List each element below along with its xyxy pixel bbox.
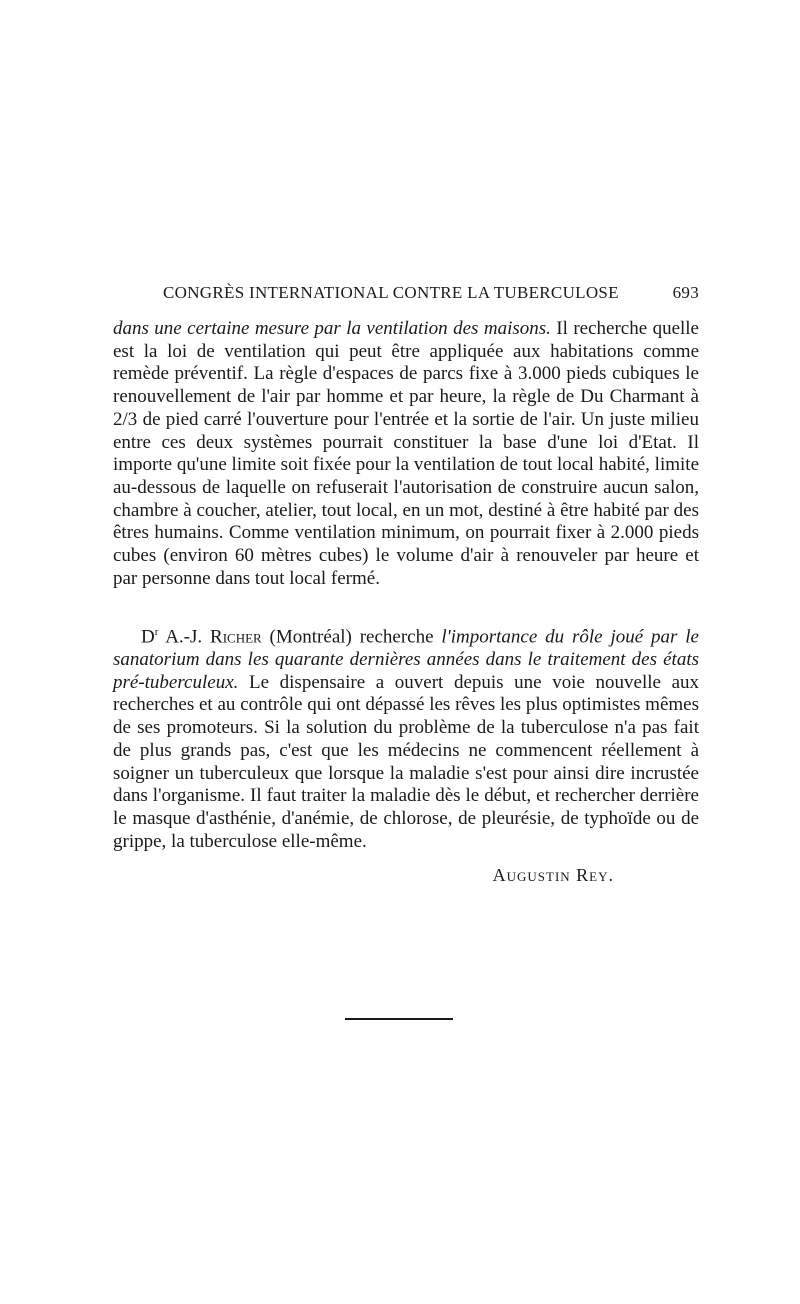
paragraph-ventilation (113, 318, 699, 590)
doctor-title-sup: r (154, 626, 159, 638)
study-title: l'importance du rôle joué par le sanatorium dans les quarante dernières années dans le traitement des états pré-tuberculeux. (113, 626, 699, 693)
author-initials: A.-J. (158, 626, 211, 648)
page-number: 693 (672, 283, 699, 302)
section-divider (345, 1018, 453, 1020)
paragraph-text: Le dispensaire a ouvert depuis une voie nouvelle aux recherches et au contrôle qui ont dépassé les rêves les plus optimistes mêmes de ses promoteurs. Si la solution du problème de la tuberculose n'a pas fait de plus grands pas, c'est que les médecins ne commencent réellement à soigner un tuberculeux que lorsque la maladie s'est pour ainsi dire incrustée dans l'organisme. Il faut traiter la maladie dès le début, et rechercher derrière le masque d'asthénie, d'anémie, de chlorose, de pleurésie, de typhoïde ou de grippe, la tuberculose elle-même. (113, 671, 699, 852)
running-head (113, 283, 699, 303)
author-place: (Montréal) recherche (261, 626, 442, 648)
paragraph-text: Il recherche quelle est la loi de ventilation qui peut être appliquée aux habitations comme remède préventif. La règle d'espaces de parcs fixe à 3.000 pieds cubiques le renouvellement de l'air par homme et par heure, la règle de Du Charmant à 2/3 de pied carré l'ouverture pour l'entrée et la sortie de l'air. Un juste milieu entre ces deux systèmes pourrait constituer la base d'une loi d'Etat. Il importe qu'une limite soit fixée pour la ventilation de tout local habité, limite au-dessous de laquelle on refuserait l'autorisation de construire aucun salon, chambre à coucher, atelier, tout local, en un mot, destiné à être habité par des êtres humains. Comme ventilation minimum, on pourrait fixer à 2.000 pieds cubes (environ 60 mètres cubes) le volume d'air à renouveler par heure et par personne dans tout local fermé. (113, 318, 699, 589)
paragraph-richer (113, 621, 699, 853)
running-title: CONGRÈS INTERNATIONAL CONTRE LA TUBERCULOSE (163, 283, 619, 302)
author-name: Richer (210, 626, 262, 648)
doctor-title: D (141, 626, 155, 648)
book-page (113, 0, 699, 1304)
author-signature: Augustin Rey. (492, 865, 614, 885)
italic-lead: dans une certaine mesure par la ventilation des maisons. (113, 318, 551, 339)
